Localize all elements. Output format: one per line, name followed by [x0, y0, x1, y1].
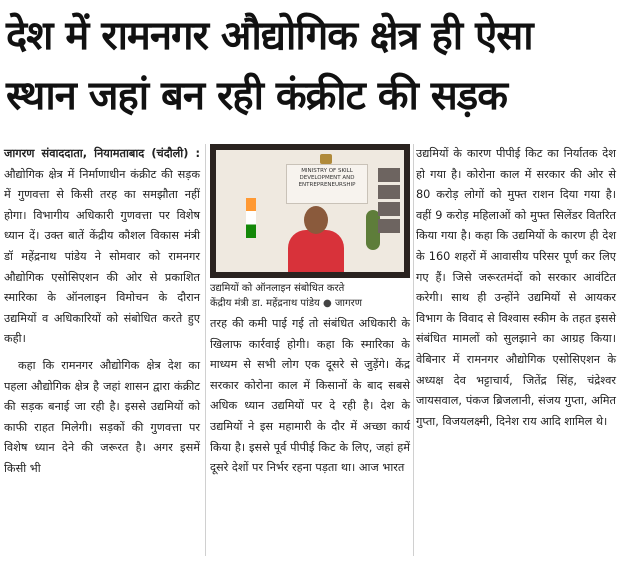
headline: [6, 6, 617, 126]
article-column-3: [416, 144, 616, 432]
column-divider: [205, 144, 206, 556]
article-paragraph-1-text: औद्योगिक क्षेत्र में निर्माणाधीन कंक्रीट की सड़क में गुणवत्ता से किसी तरह का समझौता नहीं होगा। विभागीय अधिकारी गुणवत्ता पर विशेष ध्यान दें। उक्त बातें केंद्रीय कौशल विकास मंत्री डॉ महेंद्रनाथ पांडेय ने सोमवार को रामनगर औद्योगिक एसोसिएशन की ओर से प्रकाशित स्मारिका के ऑनलाइन विमोचन के दौरान उद्यमियों व अधिकारियों को संबोधित करते हुए कही।: [4, 167, 200, 346]
caption-line-2-text: केंद्रीय मंत्री डा. महेंद्रनाथ पांडेय: [210, 298, 320, 309]
photo-credit: जागरण: [334, 298, 362, 309]
caption-line-2: [210, 296, 410, 311]
column-divider: [413, 144, 414, 556]
credit-dot-icon: ●: [323, 298, 332, 309]
headline-line-2: स्थान जहां बन रही कंक्रीट की सड़क: [6, 73, 507, 119]
photo-caption: [210, 281, 410, 311]
minister-figure: [288, 206, 344, 272]
flag-icon: [246, 198, 256, 238]
article-paragraph-4: उद्यमियों के कारण पीपीई किट का निर्यातक देश हो गया है। कोरोना काल में सरकार की ओर से 80 करोड़ लोगों को मुफ्त राशन दिया गया है। वहीं 9 करोड़ महिलाओं को मुफ्त सिलेंडर वितरित किया गया है। कहा कि उद्यमियों के कारण ही देश के 160 शहरों में आवासीय परिसर पूर्ण कर लिए गए हैं। जिसे जरूरतमंदों को सरकार आवंटित करेगी। साथ ही उन्होंने उद्यमियों से आयकर विभाग के विवाद से विश्वास स्कीम के तहत इससे संबंधित मामलों को सुलझाने का आग्रह किया। वेबिनार में रामनगर औद्योगिक एसोसिएशन के अध्यक्ष देव भट्टाचार्य, जितेंद्र सिंह, चंद्रेश्वर जायसवाल, पंकज ब्रिजलानी, संजय गुप्ता, अमित गुप्ता, विजयलक्ष्मी, दिनेश राय आदि शामिल थे।: [416, 147, 616, 428]
ministry-banner: MINISTRY OF SKILL DEVELOPMENT AND ENTREPRENEURSHIP: [286, 164, 368, 204]
video-call-screen: [216, 150, 404, 272]
dateline: जागरण संवाददाता, नियामताबाद (चंदौली) :: [4, 147, 200, 160]
caption-line-1: उद्यमियों को ऑनलाइन संबोधित करते: [210, 283, 345, 294]
article-column-1: [4, 144, 200, 480]
news-photo: [210, 144, 410, 278]
participant-tiles: [378, 168, 400, 236]
article-column-2: [210, 314, 410, 479]
article-paragraph-2: कहा कि रामनगर औद्योगिक क्षेत्र देश का पहला औद्योगिक क्षेत्र है जहां शासन द्वारा कंक्रीट की सड़क बनाई जा रही है। इससे उद्यमियों को काफी राहत मिलेगी। सड़कों की गुणवत्ता पर विशेष ध्यान देने की जरूरत है। अगर इसमें किसी भी: [4, 358, 200, 475]
emblem-icon: [320, 154, 332, 164]
article-paragraph-3: तरह की कमी पाई गई तो संबंधित अधिकारी के खिलाफ कार्रवाई होगी। कहा कि स्मारिका के माध्यम से सभी लोग एक दूसरे से जुड़ेंगे। केंद्र सरकार कोरोना काल में किसानों के बाद सबसे अधिक ध्यान उद्यमियों पर दे रही है। देश के उद्यमियों ने इस महामारी के दौर में अच्छा कार्य किया है। इससे पूर्व पीपीई किट के लिए, जहां हमें दूसरे देशों पर निर्भर रहना पड़ता था। आज भारत: [210, 317, 410, 475]
article-paragraph-1: [4, 144, 200, 350]
headline-line-1: देश में रामनगर औद्योगिक क्षेत्र ही ऐसा: [6, 13, 533, 59]
